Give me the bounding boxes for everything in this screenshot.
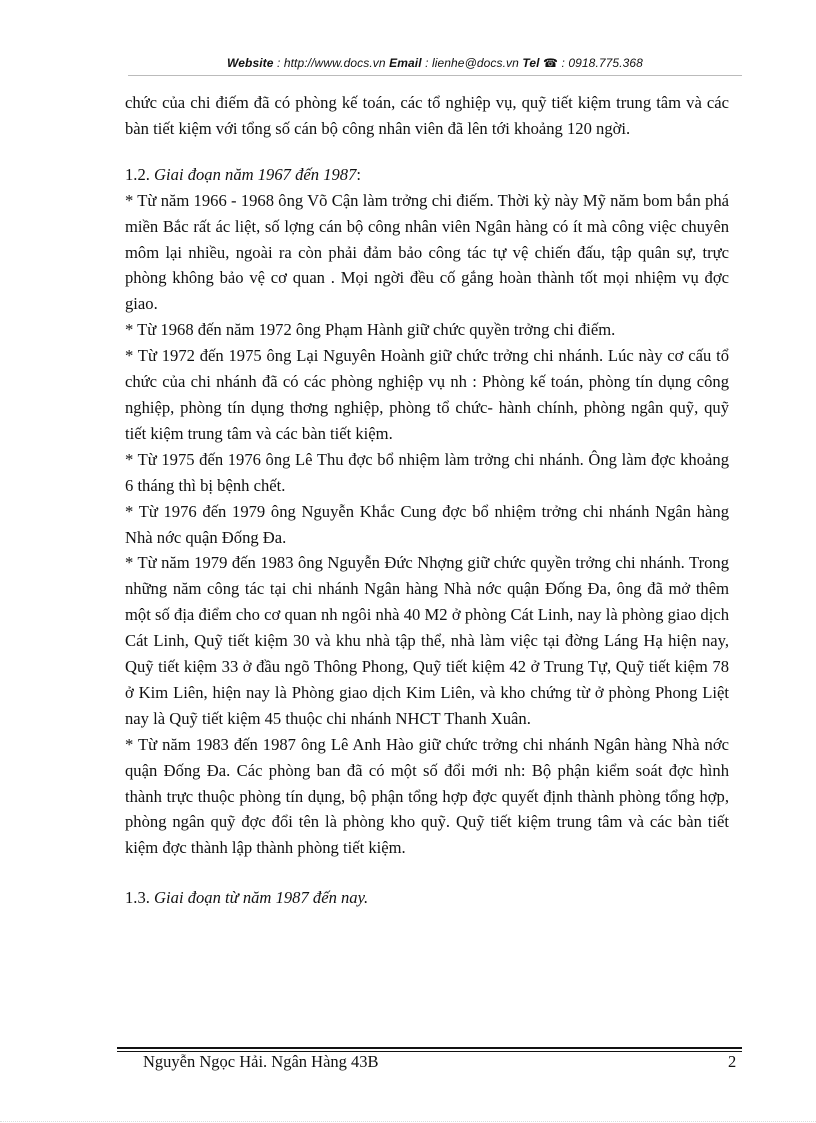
history-paragraph: * Từ 1968 đến năm 1972 ông Phạm Hành giữ chức quyền trởng chi điếm. <box>125 320 616 340</box>
section-title: Giai đoạn từ năm 1987 đến nay. <box>154 888 369 908</box>
spacer <box>125 861 729 885</box>
section-suffix: : <box>356 164 362 184</box>
history-paragraph: * Từ 1972 đến 1975 ông Lại Nguyên Hoành giữ chức trởng chi nhánh. Lúc này cơ cấu tổ chức của chi nhánh đã có các phòng nghiệp vụ nh : Phòng kế toán, phòng tín dụng công nghiệp, phòng tín dụng thơng nghiệp, phòng tổ chức- hành chính, phòng ngân quỹ, quỹ tiết kiệm trung tâm và các bàn tiết kiệm. <box>125 346 729 443</box>
website-label: Website <box>227 56 274 70</box>
history-paragraph: * Từ năm 1966 - 1968 ông Võ Cận làm trởng chi điếm. Thời kỳ này Mỹ năm bom bắn phá miền Bắc rất ác liệt, số lợng cán bộ công nhân viên Ngân hàng có ít mà công việc chuyên môm lại nhiều, ngoài ra còn phải đảm bảo công tác tự vệ chiến đấu, tập quân sự, trực phòng không bảo vệ cơ quan . Mọi ngời đều cố gắng hoàn thành tốt mọi nhiệm vụ đợc giao. <box>125 190 729 314</box>
page-number: 2 <box>728 1052 737 1071</box>
document-body <box>125 90 729 911</box>
phone-icon: ☎ <box>542 56 559 70</box>
history-paragraph: * Từ 1975 đến 1976 ông Lê Thu đợc bổ nhiệm làm trởng chi nhánh. Ông làm đợc khoảng 6 tháng thì bị bệnh chết. <box>125 449 729 495</box>
page-header <box>128 56 742 70</box>
website-url[interactable]: : http://www.docs.vn <box>273 56 390 70</box>
footer-divider-thick <box>117 1047 742 1049</box>
email-label: Email <box>389 56 422 70</box>
history-paragraph: * Từ năm 1983 đến 1987 ông Lê Anh Hào giữ chức trởng chi nhánh Ngân hàng Nhà nớc quận Đống Đa. Các phòng ban đã có một số đổi mới nh: Bộ phận kiểm soát đợc hình thành trực thuộc phòng tín dụng, bộ phận tổng hợp đợc quyết định thành phòng tổng hợp, phòng ngân quỹ đợc đổi tên là phòng kho quỹ. Quỹ tiết kiệm trung tâm và các bàn tiết kiệm đợc thành lập thành phòng tiết kiệm. <box>125 734 729 858</box>
footer-author: Nguyễn Ngọc Hải. Ngân Hàng 43B <box>143 1052 379 1071</box>
section-number: 1.3. <box>125 888 150 908</box>
page-bottom-edge <box>0 1121 816 1122</box>
history-paragraph: * Từ 1976 đến 1979 ông Nguyễn Khắc Cung đợc bổ nhiệm trởng chi nhánh Ngân hàng Nhà nớc quận Đống Đa. <box>125 501 729 547</box>
section-number: 1.2. <box>125 164 150 184</box>
section-title: Giai đoạn năm 1967 đến 1987 <box>154 164 357 184</box>
spacer <box>125 142 729 162</box>
header-divider <box>128 75 742 76</box>
intro-paragraph: chức của chi điếm đã có phòng kế toán, các tổ nghiệp vụ, quỹ tiết kiệm trung tâm và các bàn tiết kiệm với tổng số cán bộ công nhân viên đã lên tới khoảng 120 ngời. <box>125 93 729 138</box>
tel-number: : 0918.775.368 <box>558 56 643 70</box>
section-heading-1-3 <box>125 885 729 911</box>
section-heading-1-2 <box>125 162 729 188</box>
email-address[interactable]: : lienhe@docs.vn <box>421 56 523 70</box>
history-paragraph: * Từ năm 1979 đến 1983 ông Nguyễn Đức Nhợng giữ chức quyền trởng chi nhánh. Trong những năm công tác tại chi nhánh Ngân hàng Nhà nớc quận Đống Đa, ông đã mở thêm một số địa điểm cho cơ quan nh ngôi nhà 40 M2 ở phòng Cát Linh, nay là phòng giao dịch Cát Linh, Quỹ tiết kiệm 30 và khu nhà tập thể, nhà làm việc tại đờng Láng Hạ hiện nay, Quỹ tiết kiệm 33 ở đầu ngõ Thông Phong, Quỹ tiết kiệm 42 ở Trung Tự, Quỹ tiết kiệm 78 ở Kim Liên, hiện nay là Phòng giao dịch Kim Liên, và kho chứng từ ở phòng Phong Liệt nay là Quỹ tiết kiệm 45 thuộc chi nhánh NHCT Thanh Xuân. <box>125 553 729 728</box>
tel-label: Tel <box>522 56 540 70</box>
